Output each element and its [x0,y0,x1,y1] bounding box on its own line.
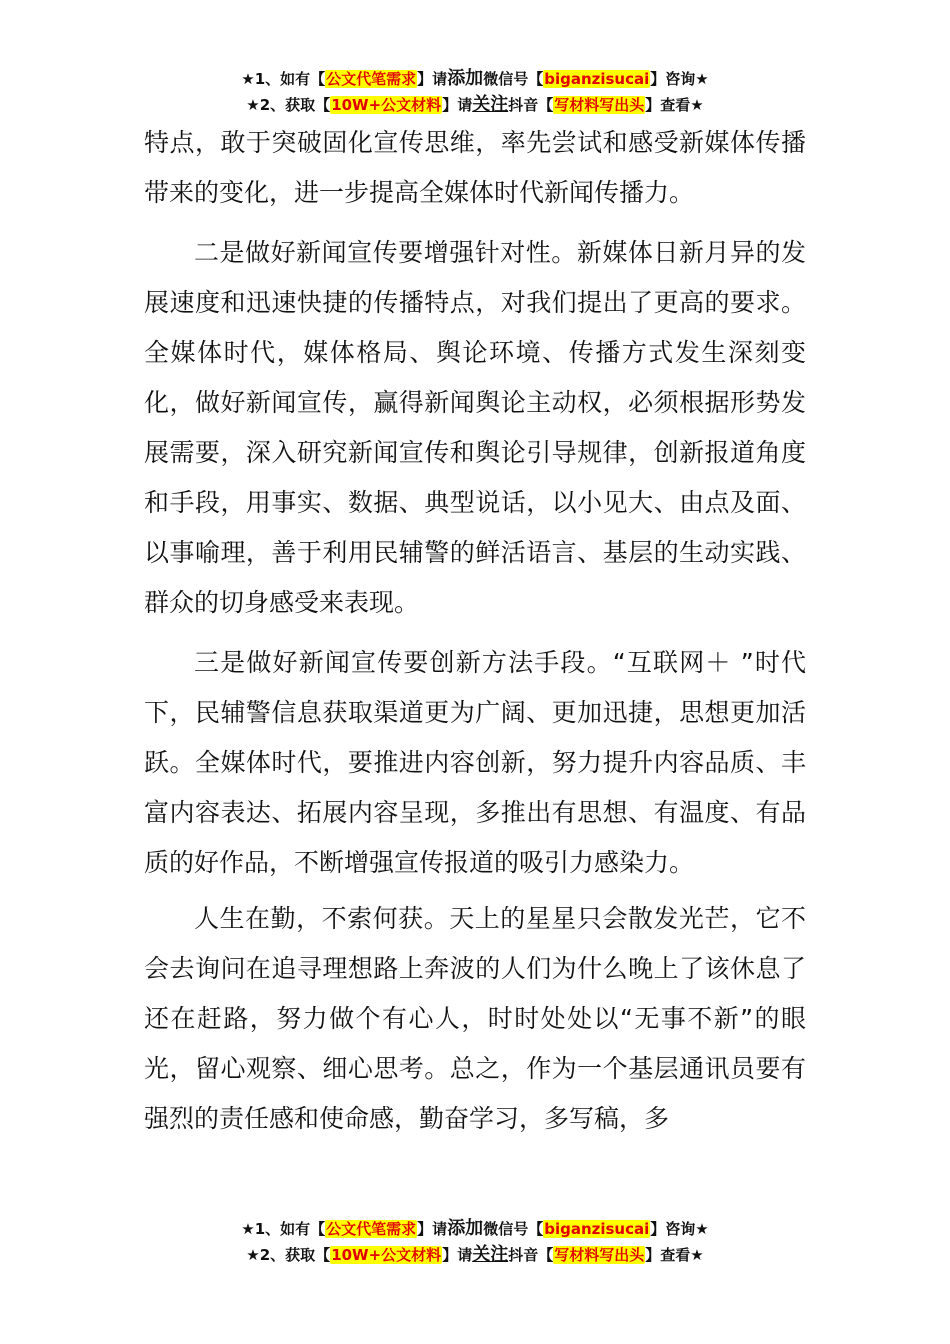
banner-highlight: 公文代笔需求 [326,1220,417,1238]
banner-text: 】查看★ [645,96,704,114]
footer-banner [0,1216,950,1268]
banner-emphasis: 添加 [447,1218,484,1239]
banner-line-1 [0,1216,950,1242]
banner-text: 】请 [417,70,448,88]
banner-emphasis: 添加 [447,68,484,89]
paragraph-conclusion: 人生在勤，不索何获。天上的星星只会散发光芒，它不会去询问在追寻理想路上奔波的人们为什么晚上了该休息了还在赶路，努力做个有心人，时时处处以“无事不新”的眼光，留心观察、细心思考。总之，作为一个基层通讯员要有强烈的责任感和使命感，勤奋学习，多写稿，多 [144,904,806,1133]
banner-line-2 [0,1242,950,1268]
banner-text: 】请 [442,1246,473,1264]
banner-text: 】查看★ [645,1246,704,1264]
document-body [144,118,806,1154]
banner-highlight: 公文代笔需求 [326,70,417,88]
banner-text: 抖音【 [508,1246,554,1264]
paragraph-point-two: 二是做好新闻宣传要增强针对性。新媒体日新月异的发展速度和迅速快捷的传播特点，对我们提出了更高的要求。全媒体时代，媒体格局、舆论环境、传播方式发生深刻变化，做好新闻宣传，赢得新闻舆论主动权，必须根据形势发展需要，深入研究新闻宣传和舆论引导规律，创新报道角度和手段，用事实、数据、典型说话，以小见大、由点及面、以事喻理，善于利用民辅警的鲜活语言、基层的生动实践、群众的切身感受来表现。 [144,238,806,617]
banner-line-2 [0,92,950,118]
paragraph-continuation: 特点，敢于突破固化宣传思维，率先尝试和感受新媒体传播带来的变化，进一步提高全媒体时代新闻传播力。 [144,128,806,207]
header-banner [0,66,950,118]
banner-douyin-id: 写材料写出头 [554,96,645,114]
banner-highlight: 10W+公文材料 [331,96,442,114]
banner-text: 】咨询★ [650,1220,709,1238]
banner-text: 微信号【 [483,1220,544,1238]
banner-text: 】请 [442,96,473,114]
banner-text: 微信号【 [483,70,544,88]
banner-emphasis: 关注 [472,94,509,115]
banner-douyin-id: 写材料写出头 [554,1246,645,1264]
banner-text: ★1、如有【 [241,1220,326,1238]
banner-wechat-id: biganzisucai [544,1220,650,1238]
banner-wechat-id: biganzisucai [544,70,650,88]
banner-text: ★1、如有【 [241,70,326,88]
banner-text: ★2、获取【 [246,96,331,114]
banner-text: 抖音【 [508,96,554,114]
banner-text: ★2、获取【 [246,1246,331,1264]
banner-text: 】请 [417,1220,448,1238]
paragraph-point-three: 三是做好新闻宣传要创新方法手段。“互联网＋ ”时代下，民辅警信息获取渠道更为广阔、更加迅捷，思想更加活跃。全媒体时代，要推进内容创新，努力提升内容品质、丰富内容表达、拓展内容呈现，多推出有思想、有温度、有品质的好作品，不断增强宣传报道的吸引力感染力。 [144,648,806,877]
banner-highlight: 10W+公文材料 [331,1246,442,1264]
banner-text: 】咨询★ [650,70,709,88]
banner-emphasis: 关注 [472,1244,509,1265]
banner-line-1 [0,66,950,92]
